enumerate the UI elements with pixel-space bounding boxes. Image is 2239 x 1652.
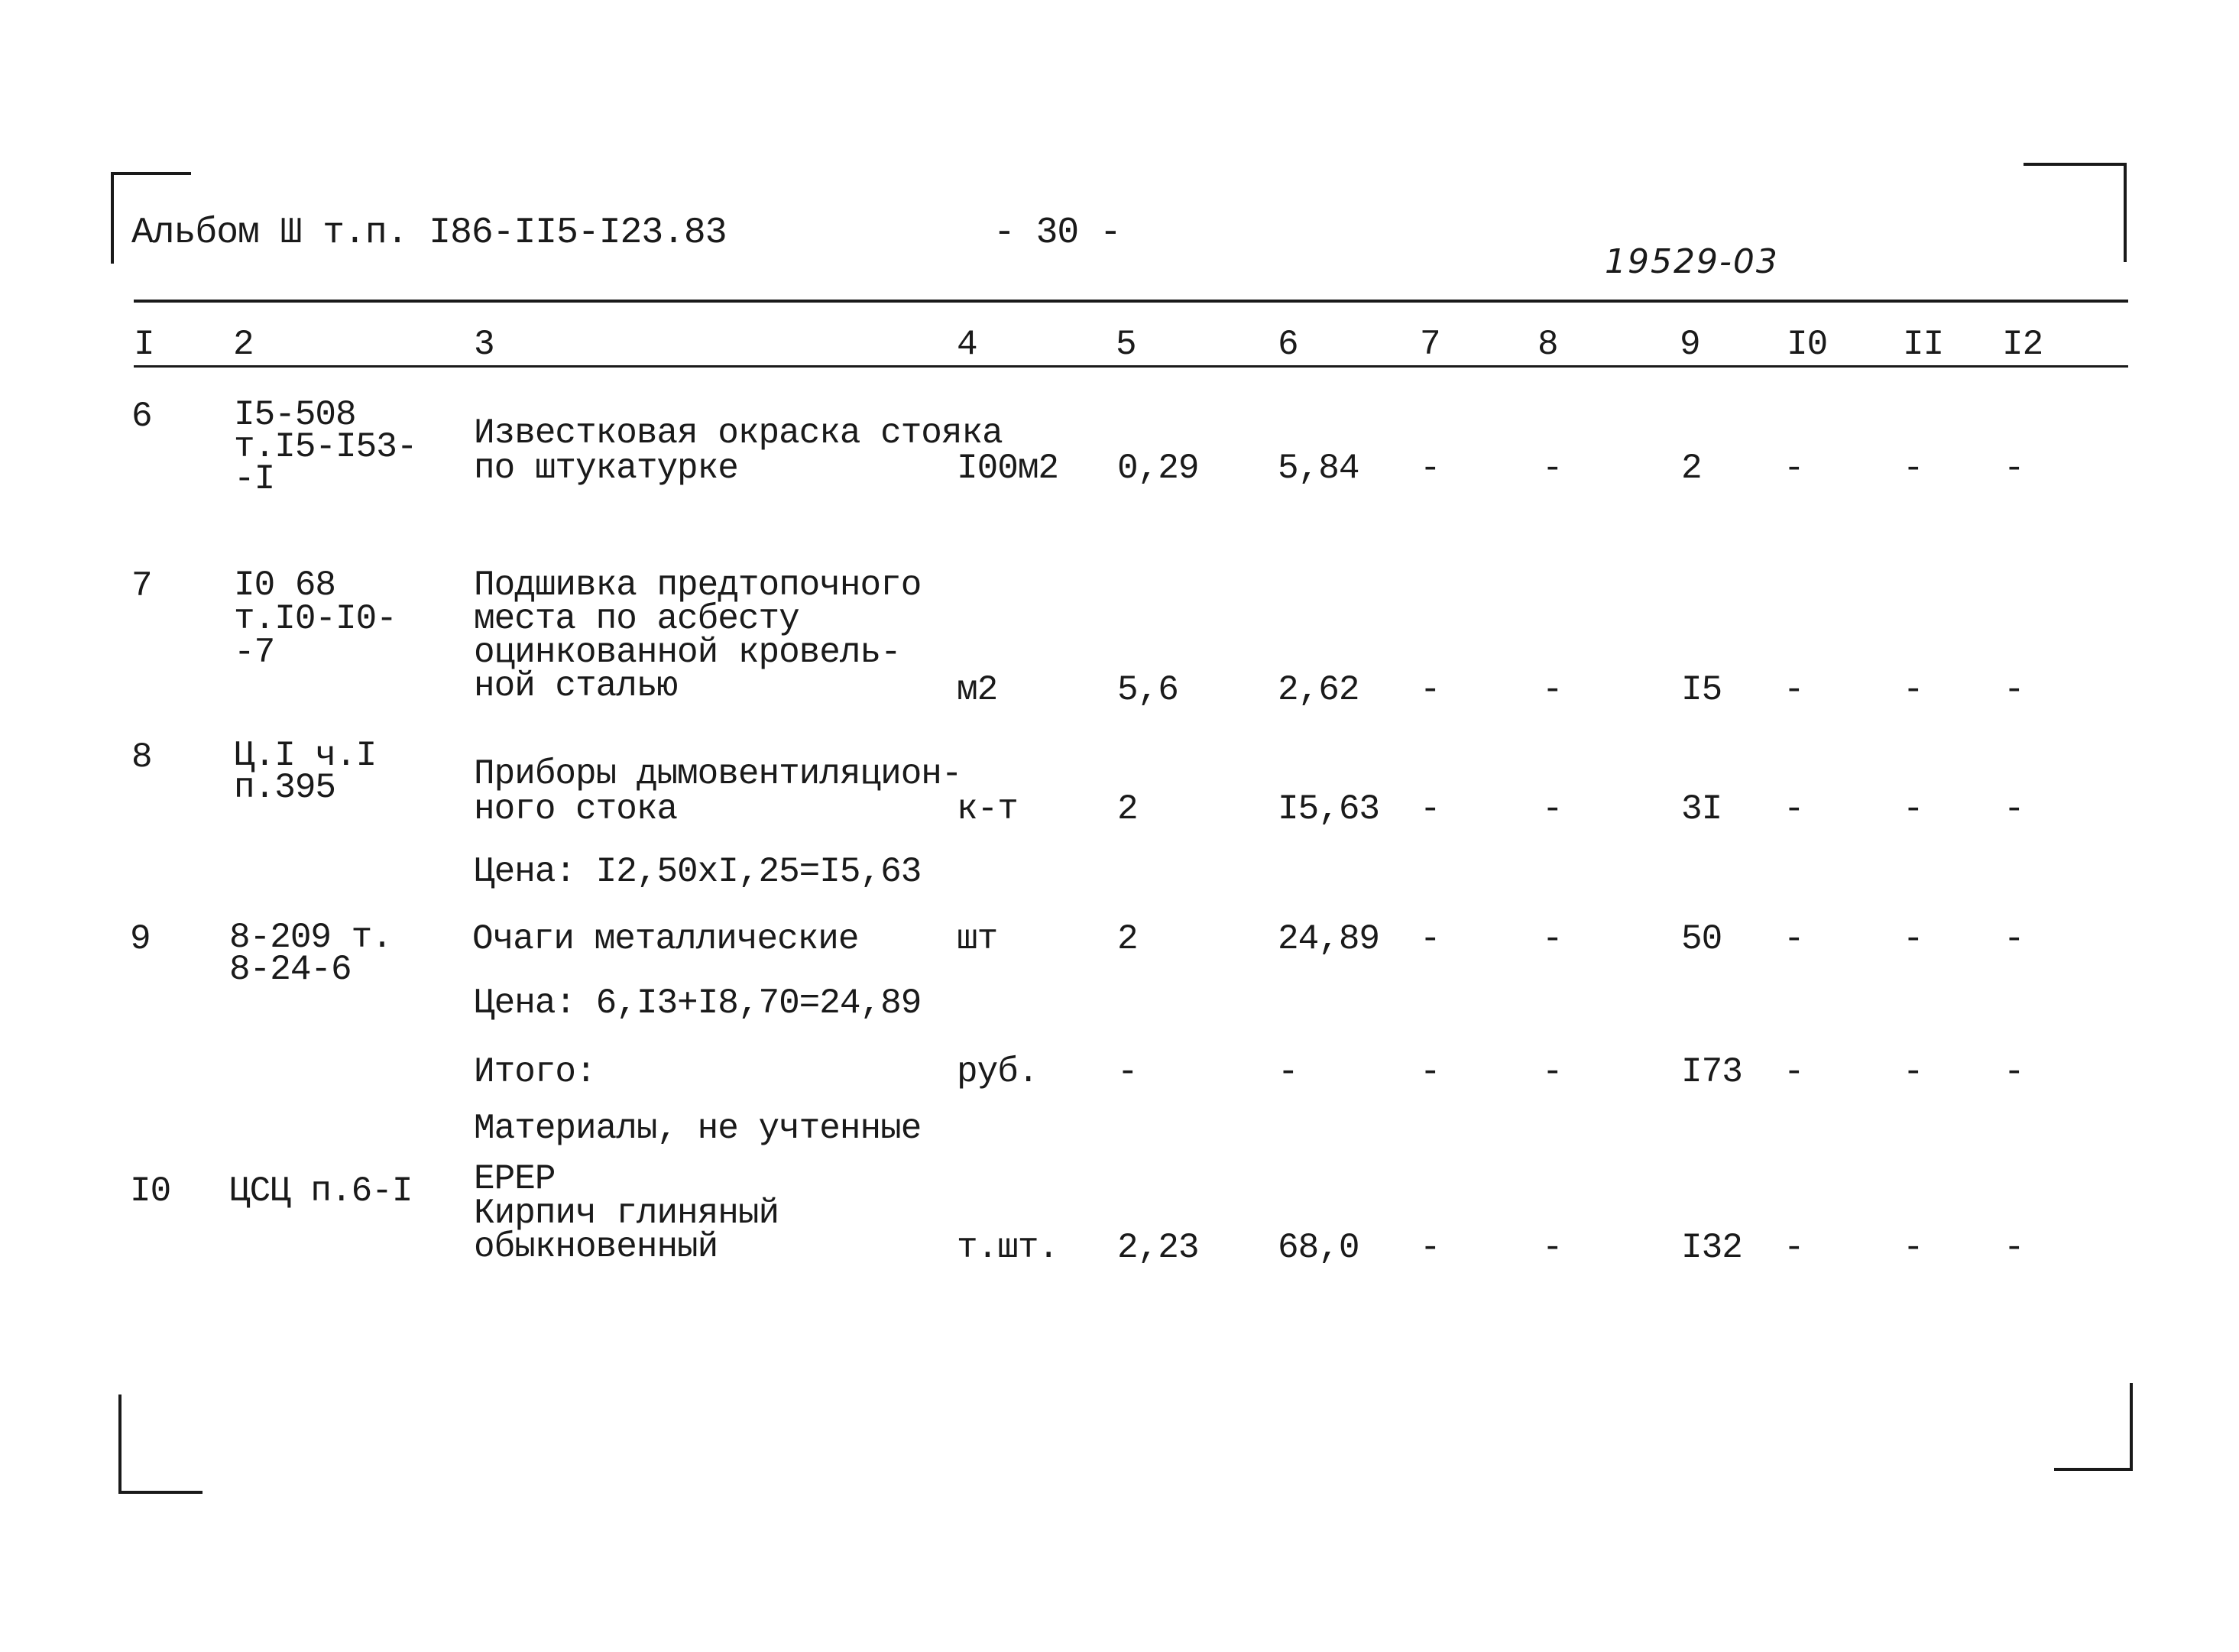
total-cell: I5 (1681, 670, 1722, 710)
column-11-cell: - (1903, 449, 1923, 488)
document-stamp-number: 19529-03 (1605, 242, 1779, 281)
column-header: I0 (1787, 325, 1828, 364)
column-12-cell: - (2004, 449, 2024, 488)
unit-cell: I00м2 (957, 449, 1059, 488)
code-cell: I5-508 т.I5-I53- -I (234, 395, 417, 499)
row-number: 8 (131, 737, 152, 777)
page-number: - 30 - (993, 212, 1121, 254)
price-note: Цена: 6,I3+I8,70=24,89 (474, 983, 922, 1023)
code-cell: Ц.I ч.I п.395 (234, 736, 377, 808)
column-7-cell: - (1420, 1052, 1440, 1092)
description-cell: Известковая окраска стояка по штукатурке (474, 413, 1003, 488)
column-11-cell: - (1903, 789, 1923, 829)
column-12-cell: - (2004, 789, 2024, 829)
price-cell: - (1278, 1052, 1298, 1092)
column-header: I2 (2002, 325, 2043, 364)
column-10-cell: - (1784, 1052, 1804, 1092)
total-cell: I32 (1681, 1228, 1742, 1268)
column-header: 2 (233, 325, 254, 364)
unit-cell: шт (957, 919, 998, 959)
total-cell: 3I (1681, 789, 1722, 829)
unit-cell: м2 (957, 670, 998, 710)
price-cell: 5,84 (1278, 449, 1359, 488)
description-cell: Кирпич глиняный обыкновенный (474, 1194, 779, 1267)
column-10-cell: - (1784, 449, 1804, 488)
quantity-cell: 0,29 (1117, 449, 1199, 488)
column-8-cell: - (1542, 919, 1563, 959)
row-number: I0 (130, 1171, 171, 1211)
column-11-cell: - (1903, 919, 1923, 959)
column-8-cell: - (1542, 789, 1563, 829)
column-7-cell: - (1420, 670, 1440, 710)
column-7-cell: - (1420, 789, 1440, 829)
price-cell: 68,0 (1278, 1228, 1359, 1268)
price-cell: 2,62 (1278, 670, 1359, 710)
corner-mark-bottom-left (118, 1491, 203, 1494)
column-12-cell: - (2004, 670, 2024, 710)
quantity-cell: 2 (1117, 789, 1138, 829)
column-header: 4 (957, 325, 977, 364)
code-cell: 8-209 т. 8-24-6 (229, 918, 392, 990)
quantity-cell: - (1117, 1052, 1138, 1092)
corner-mark-top-right (2024, 163, 2127, 166)
total-cell: 2 (1681, 449, 1702, 488)
price-cell: I5,63 (1278, 789, 1380, 829)
total-cell: I73 (1681, 1052, 1742, 1092)
corner-mark-top-left (111, 172, 191, 175)
code-cell: I0 68 т.I0-I0- -7 (234, 565, 397, 672)
column-header: 7 (1420, 325, 1440, 364)
total-label: Итого: (474, 1052, 596, 1092)
column-10-cell: - (1784, 1228, 1804, 1268)
description-cell: Очаги металлические (472, 919, 859, 959)
column-8-cell: - (1542, 670, 1563, 710)
column-10-cell: - (1784, 789, 1804, 829)
row-number: 6 (131, 397, 152, 436)
unit-cell: т.шт. (957, 1228, 1059, 1268)
column-8-cell: - (1542, 449, 1563, 488)
unit-cell: руб. (957, 1052, 1038, 1092)
column-10-cell: - (1784, 919, 1804, 959)
column-header: 6 (1278, 325, 1298, 364)
column-header: 5 (1116, 325, 1136, 364)
quantity-cell: 5,6 (1117, 670, 1178, 710)
quantity-cell: 2 (1117, 919, 1138, 959)
column-7-cell: - (1420, 1228, 1440, 1268)
row-number: 7 (131, 566, 152, 606)
corner-mark-bottom-right (2130, 1383, 2133, 1471)
document-title: Альбом Ш т.п. I86-II5-I23.83 (131, 212, 727, 254)
column-12-cell: - (2004, 919, 2024, 959)
header-rule-bottom (134, 365, 2128, 368)
unit-cell: к-т (957, 789, 1018, 829)
column-header: 9 (1680, 325, 1700, 364)
price-note: Цена: I2,50хI,25=I5,63 (474, 852, 922, 892)
code-cell: ЦСЦ п.6-I (229, 1171, 413, 1211)
column-12-cell: - (2004, 1052, 2024, 1092)
column-11-cell: - (1903, 670, 1923, 710)
corner-mark-top-left (111, 172, 114, 264)
header-rule-top (134, 300, 2128, 303)
materials-note: Материалы, не учтенные ЕРЕР (474, 1109, 922, 1199)
description-cell: Подшивка предтопочного места по асбесту оцинкованной кровель- ной сталью (474, 565, 922, 706)
column-header: 8 (1537, 325, 1558, 364)
column-header: II (1903, 325, 1944, 364)
column-12-cell: - (2004, 1228, 2024, 1268)
column-11-cell: - (1903, 1228, 1923, 1268)
column-header: I (134, 325, 154, 364)
column-8-cell: - (1542, 1228, 1563, 1268)
quantity-cell: 2,23 (1117, 1228, 1199, 1268)
column-8-cell: - (1542, 1052, 1563, 1092)
corner-mark-bottom-left (118, 1394, 122, 1494)
column-10-cell: - (1784, 670, 1804, 710)
corner-mark-top-right (2124, 163, 2127, 262)
price-cell: 24,89 (1278, 919, 1380, 959)
column-header: 3 (474, 325, 494, 364)
column-7-cell: - (1420, 919, 1440, 959)
corner-mark-bottom-right (2054, 1468, 2133, 1471)
description-cell: Приборы дымовентиляцион- ного стока (474, 754, 962, 829)
column-7-cell: - (1420, 449, 1440, 488)
total-cell: 50 (1681, 919, 1722, 959)
column-11-cell: - (1903, 1052, 1923, 1092)
row-number: 9 (130, 919, 151, 959)
